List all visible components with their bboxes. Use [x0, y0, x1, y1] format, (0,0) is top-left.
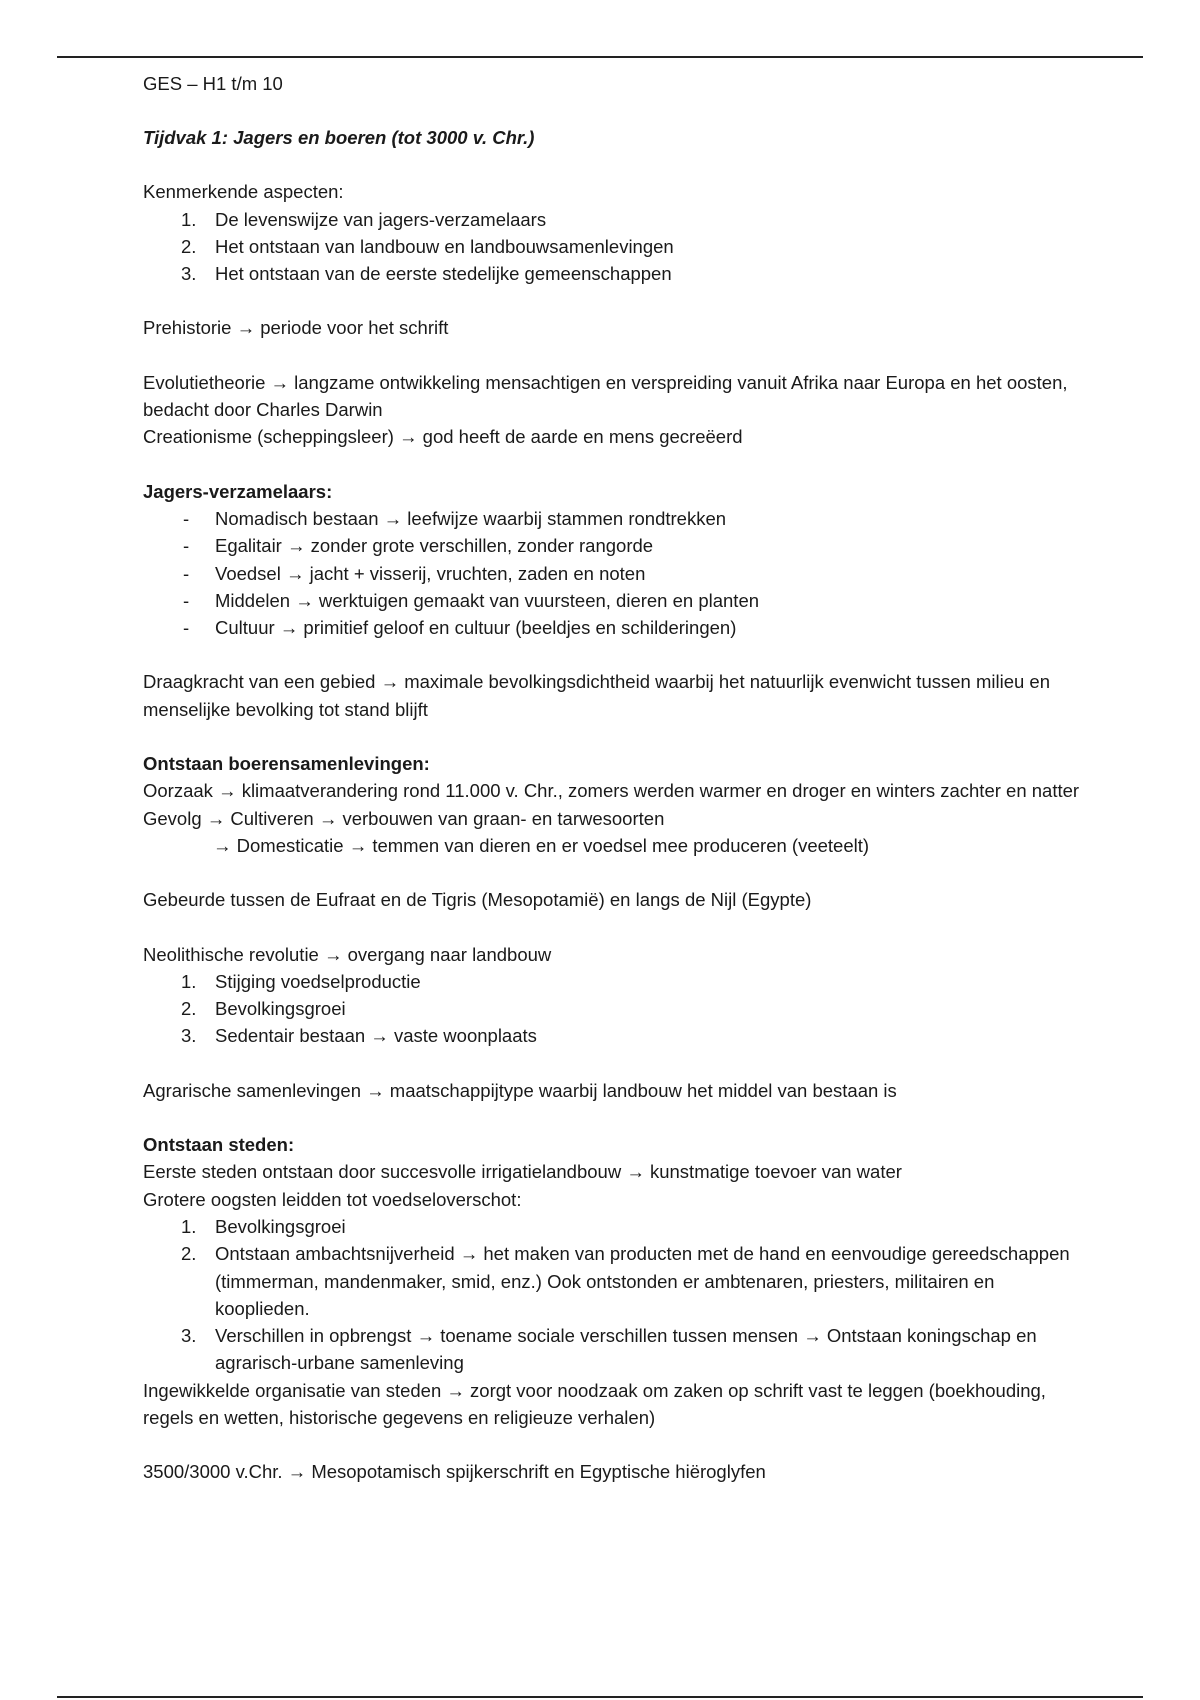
list-item: 1. De levenswijze van jagers-verzamelaars [181, 208, 547, 230]
schrift-line: 3500/3000 v.Chr. → Mesopotamisch spijkerschrift en Egyptische hiëroglyfen [143, 1461, 766, 1483]
agrarisch-line: Agrarische samenlevingen → maatschappijtype waarbij landbouw het middel van bestaan is [143, 1079, 897, 1101]
creationisme-line: Creationisme (scheppingsleer) → god heeft de aarde en mens gecreëerd [143, 426, 743, 448]
list-item: - Cultuur → primitief geloof en cultuur (beeldjes en schilderingen) [183, 617, 737, 639]
draagkracht-line: Draagkracht van een gebied → maximale bevolkingsdichtheid waarbij het natuurlijk evenwicht tussen milieu en menselijke bevolking tot stand blijft [143, 671, 1050, 720]
list-item: 2. Ontstaan ambachtsnijverheid → het maken van producten met de hand en eenvoudige gereedschappen (timmerman, mandenmaker, smid, enz.) Ook ontstonden er ambtenaren, priesters, militairen en kooplieden. [181, 1243, 1070, 1319]
kenmerkend-list [143, 206, 1083, 288]
steden-heading: Ontstaan steden: [143, 1134, 295, 1156]
steden-list [143, 1213, 1083, 1377]
evolutie-line: Evolutietheorie → langzame ontwikkeling mensachtigen en verspreiding vanuit Afrika naar Europa en het oosten, bedacht door Charles Darwin [143, 371, 1068, 421]
gevolg-line-2: → Domesticatie → temmen van dieren en er voedsel mee produceren (veeteelt) [213, 834, 870, 856]
list-item: - Nomadisch bestaan → leefwijze waarbij stammen rondtrekken [183, 507, 727, 529]
list-item: 3. Sedentair bestaan → vaste woonplaats [181, 1025, 537, 1047]
bottom-rule [57, 1696, 1143, 1698]
section-title: Tijdvak 1: Jagers en boeren (tot 3000 v. Chr.) [143, 127, 535, 148]
list-item: 3. Het ontstaan van de eerste stedelijke gemeenschappen [181, 263, 672, 285]
prehistorie-line: Prehistorie → periode voor het schrift [143, 317, 449, 339]
neolithisch-label: Neolithische revolutie → overgang naar landbouw [143, 943, 552, 965]
document-body [143, 70, 1083, 1486]
jagers-heading: Jagers-verzamelaars: [143, 480, 333, 502]
list-item: - Middelen → werktuigen gemaakt van vuursteen, dieren en planten [183, 589, 760, 611]
oorzaak-line: Oorzaak → klimaatverandering rond 11.000 v. Chr., zomers werden warmer en droger en winters zachter en natter [143, 780, 1080, 802]
top-rule [57, 56, 1143, 58]
neolithisch-list [143, 968, 1083, 1050]
list-item: 1. Stijging voedselproductie [181, 970, 421, 992]
list-item: 1. Bevolkingsgroei [181, 1215, 346, 1237]
list-item: - Voedsel → jacht + visserij, vruchten, zaden en noten [183, 562, 646, 584]
boeren-heading: Ontstaan boerensamenlevingen: [143, 753, 430, 775]
kenmerkend-label: Kenmerkende aspecten: [143, 181, 344, 203]
list-item: 3. Verschillen in opbrengst → toename sociale verschillen tussen mensen → Ontstaan koningschap en agrarisch-urbane samenleving [181, 1325, 1037, 1374]
steden-line-2: Grotere oogsten leidden tot voedseloverschot: [143, 1188, 522, 1210]
ingewikkeld-line: Ingewikkelde organisatie van steden → zorgt voor noodzaak om zaken op schrift vast te leggen (boekhouding, regels en wetten, historische gegevens en religieuze verhalen) [143, 1379, 1046, 1428]
list-item: 2. Bevolkingsgroei [181, 998, 346, 1020]
gevolg-line-1: Gevolg → Cultiveren → verbouwen van graan- en tarwesoorten [143, 807, 665, 829]
jagers-list [143, 505, 1083, 641]
steden-line-1: Eerste steden ontstaan door succesvolle irrigatielandbouw → kunstmatige toevoer van water [143, 1161, 902, 1183]
gebeurde-line: Gebeurde tussen de Eufraat en de Tigris (Mesopotamië) en langs de Nijl (Egypte) [143, 889, 812, 911]
list-item: 2. Het ontstaan van landbouw en landbouwsamenlevingen [181, 235, 674, 257]
document-header: GES – H1 t/m 10 [143, 73, 283, 94]
list-item: - Egalitair → zonder grote verschillen, zonder rangorde [183, 535, 654, 557]
